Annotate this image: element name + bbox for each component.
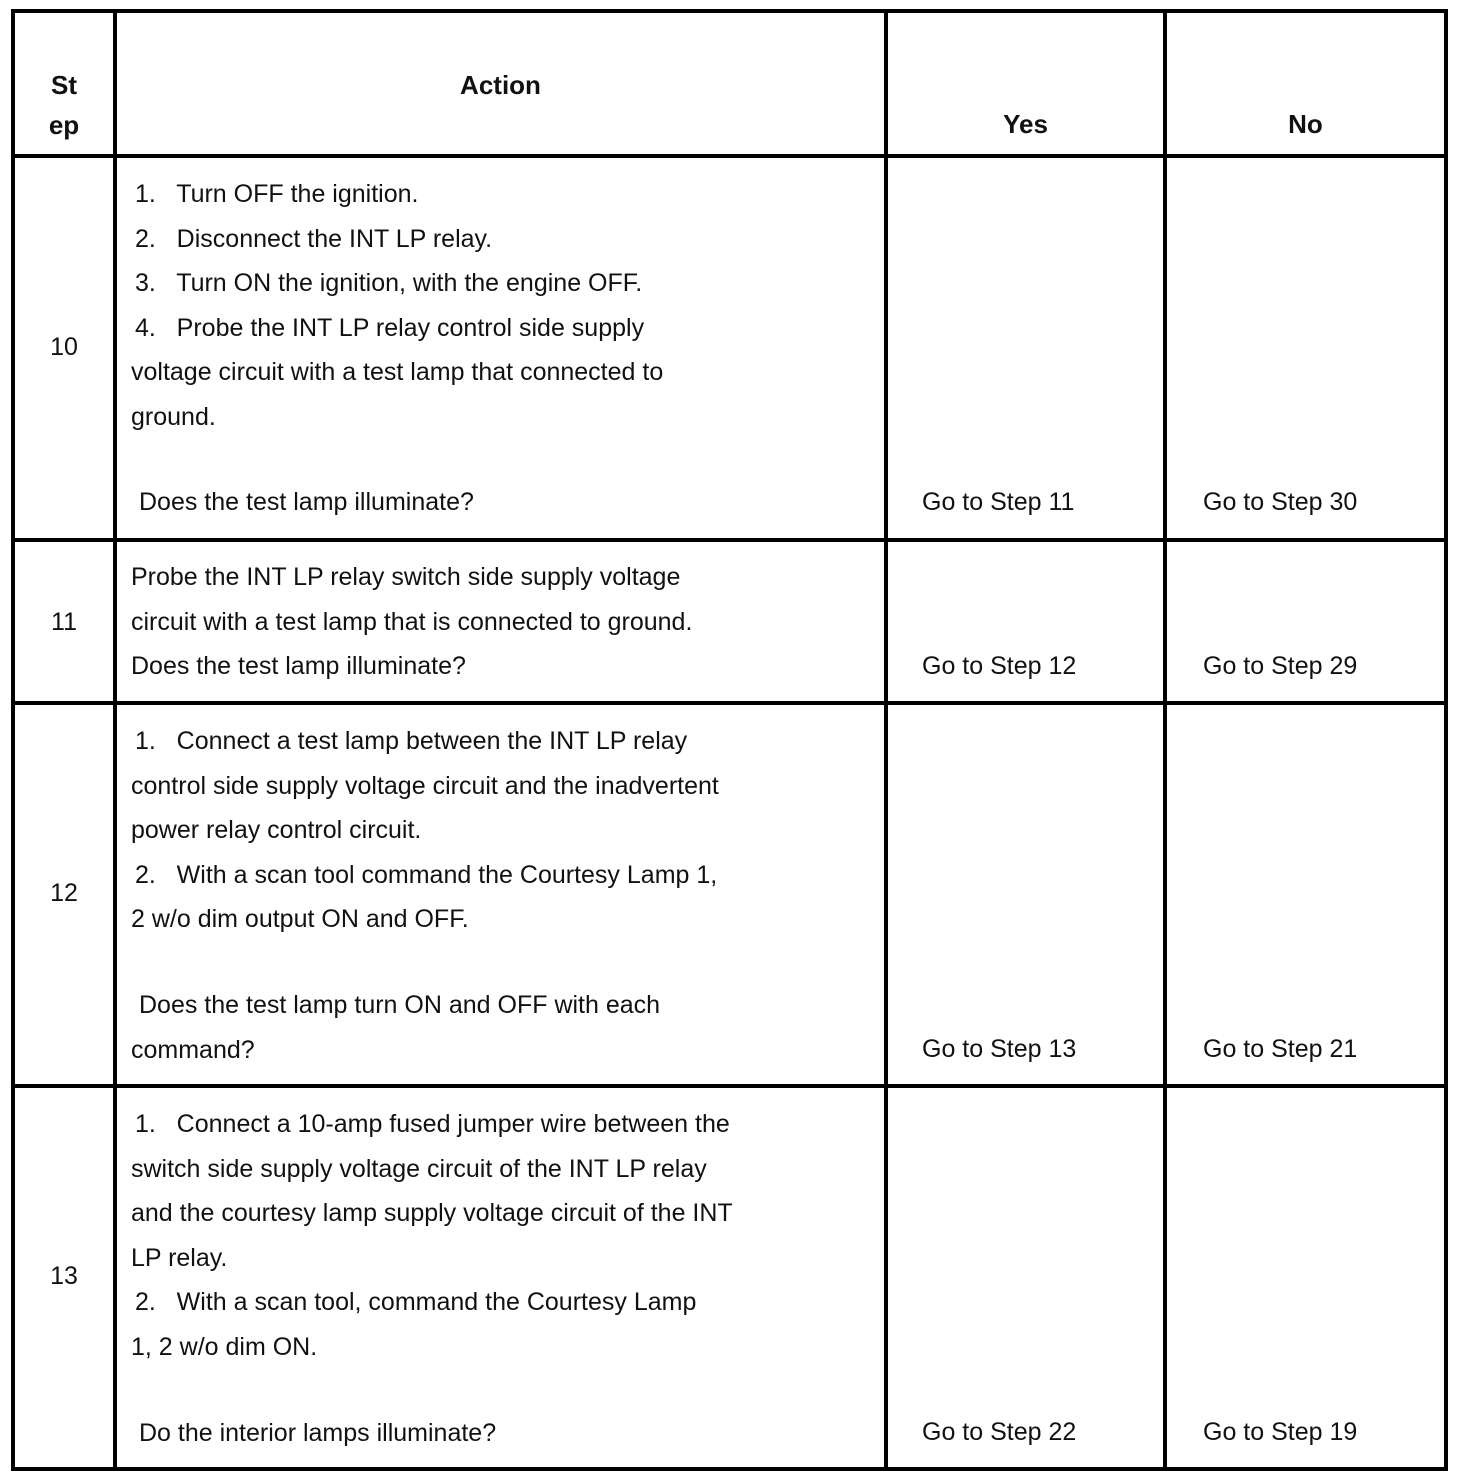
action-line: Does the test lamp illuminate? [131, 652, 466, 680]
question-line: command? [131, 1035, 255, 1064]
header-step-line2: ep [48, 110, 80, 140]
action-line: 1. Connect a 10-amp fused jumper wire between the [135, 1110, 730, 1138]
question-line: Does the test lamp turn ON and OFF with each [139, 991, 661, 1019]
action-line: 1. Turn OFF the ignition. [135, 180, 419, 208]
yes-outcome-10: Go to Step 11 [922, 488, 1075, 516]
action-line: 2 w/o dim output ON and OFF. [131, 905, 469, 933]
action-line: control side supply voltage circuit and the inadvertent [131, 771, 719, 800]
action-step-11 [131, 555, 871, 689]
action-line: 1, 2 w/o dim ON. [131, 1332, 318, 1361]
action-line: 3. Turn ON the ignition, with the engine OFF. [135, 269, 643, 297]
no-outcome-11: Go to Step 29 [1203, 652, 1358, 680]
row-divider-10 [11, 538, 1448, 542]
question-step-12 [131, 983, 871, 1072]
action-line: power relay control circuit. [131, 816, 422, 844]
action-line: 1. Connect a test lamp between the INT LP relay [135, 727, 688, 755]
action-step-13 [131, 1102, 871, 1369]
header-divider [11, 154, 1448, 158]
no-outcome-10: Go to Step 30 [1203, 488, 1358, 516]
no-outcome-13: Go to Step 19 [1203, 1418, 1358, 1446]
yes-outcome-11: Go to Step 12 [922, 652, 1077, 680]
header-step-line1: St [51, 70, 77, 100]
question-step-10: Does the test lamp illuminate? [139, 488, 474, 516]
action-line: 4. Probe the INT LP relay control side supply [135, 313, 645, 342]
step-number-11: 11 [51, 608, 77, 636]
row-divider-11 [11, 701, 1448, 705]
column-divider-step [113, 9, 117, 1471]
table-border-right [1444, 9, 1448, 1471]
yes-outcome-12: Go to Step 13 [922, 1035, 1077, 1063]
diagnostic-table [11, 9, 1448, 1471]
header-no: No [1288, 109, 1323, 139]
action-line: switch side supply voltage circuit of the INT LP relay [131, 1154, 707, 1183]
table-border-bottom [11, 1467, 1448, 1471]
action-step-10 [131, 172, 871, 439]
row-divider-12 [11, 1084, 1448, 1088]
action-step-12 [131, 719, 871, 942]
step-number-10: 10 [50, 333, 78, 361]
table-border-left [11, 9, 15, 1471]
yes-outcome-13: Go to Step 22 [922, 1418, 1077, 1446]
action-line: voltage circuit with a test lamp that connected to [131, 358, 664, 386]
column-divider-yes [1163, 9, 1167, 1471]
column-divider-action [884, 9, 888, 1471]
action-line: 2. With a scan tool command the Courtesy Lamp 1, [135, 860, 718, 889]
header-yes: Yes [1003, 109, 1048, 139]
step-number-12: 12 [50, 879, 78, 907]
question-step-13: Do the interior lamps illuminate? [139, 1419, 497, 1447]
action-line: Probe the INT LP relay switch side supply voltage [131, 563, 681, 591]
header-action: Action [460, 70, 541, 100]
step-number-13: 13 [50, 1262, 78, 1290]
action-line: 2. With a scan tool, command the Courtesy Lamp [135, 1288, 697, 1316]
header-step [15, 65, 113, 145]
action-line: 2. Disconnect the INT LP relay. [135, 224, 493, 253]
action-line: and the courtesy lamp supply voltage circuit of the INT [131, 1199, 733, 1227]
action-line: LP relay. [131, 1243, 228, 1272]
no-outcome-12: Go to Step 21 [1203, 1035, 1358, 1063]
action-line: ground. [131, 402, 216, 431]
table-border-top [11, 9, 1448, 13]
action-line: circuit with a test lamp that is connected to ground. [131, 607, 693, 636]
